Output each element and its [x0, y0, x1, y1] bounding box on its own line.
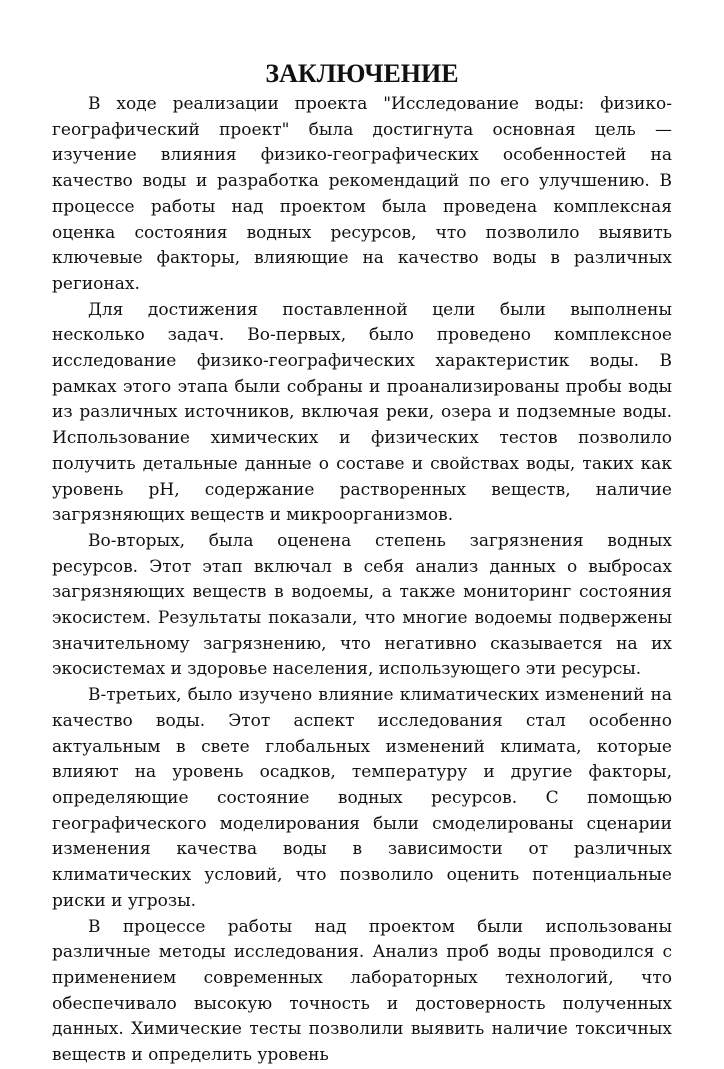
paragraph: В-третьих, было изучено влияние климатических изменений на качество воды. Этот аспект исследования стал особенно актуальным в свете глобальных изменений климата, которые влияют на уровень осадков, температуру и другие факторы, определяющие состояние водных ресурсов. С помощью географического моделирования были смоделированы сценарии изменения качества воды в зависимости от различных климатических условий, что позволило оценить потенциальные риски и угрозы. — [52, 685, 672, 911]
document-page — [52, 56, 672, 1069]
paragraph: Во-вторых, была оценена степень загрязнения водных ресурсов. Этот этап включал в себя анализ данных о выбросах загрязняющих веществ в водоемы, а также мониторинг состояния экосистем. Результаты показали, что многие водоемы подвержены значительному загрязнению, что негативно сказывается на их экосистемах и здоровье населения, использующего эти ресурсы. — [52, 530, 672, 680]
paragraph: В процессе работы над проектом были использованы различные методы исследования. Анализ проб воды проводился с применением современных лабораторных технологий, что обеспечивало высокую точность и достоверность полученных данных. Химические тесты позволили выявить наличие токсичных веществ и определить уровень — [52, 916, 672, 1066]
page-title: ЗАКЛЮЧЕНИЕ — [265, 59, 459, 88]
paragraph: В ходе реализации проекта "Исследование воды: физико-географический проект" была достигнута основная цель — изучение влияния физико-географических особенностей на качество воды и разработка рекомендаций по его улучшению. В процессе работы над проектом была проведена комплексная оценка состояния водных ресурсов, что позволило выявить ключевые факторы, влияющие на качество воды в различных регионах. — [52, 94, 672, 294]
paragraph: Для достижения поставленной цели были выполнены несколько задач. Во-первых, было проведено комплексное исследование физико-географических характеристик воды. В рамках этого этапа были собраны и проанализированы пробы воды из различных источников, включая реки, озера и подземные воды. Использование химических и физических тестов позволило получить детальные данные о составе и свойствах воды, таких как уровень pH, содержание растворенных веществ, наличие загрязняющих веществ и микроорганизмов. — [52, 299, 672, 526]
